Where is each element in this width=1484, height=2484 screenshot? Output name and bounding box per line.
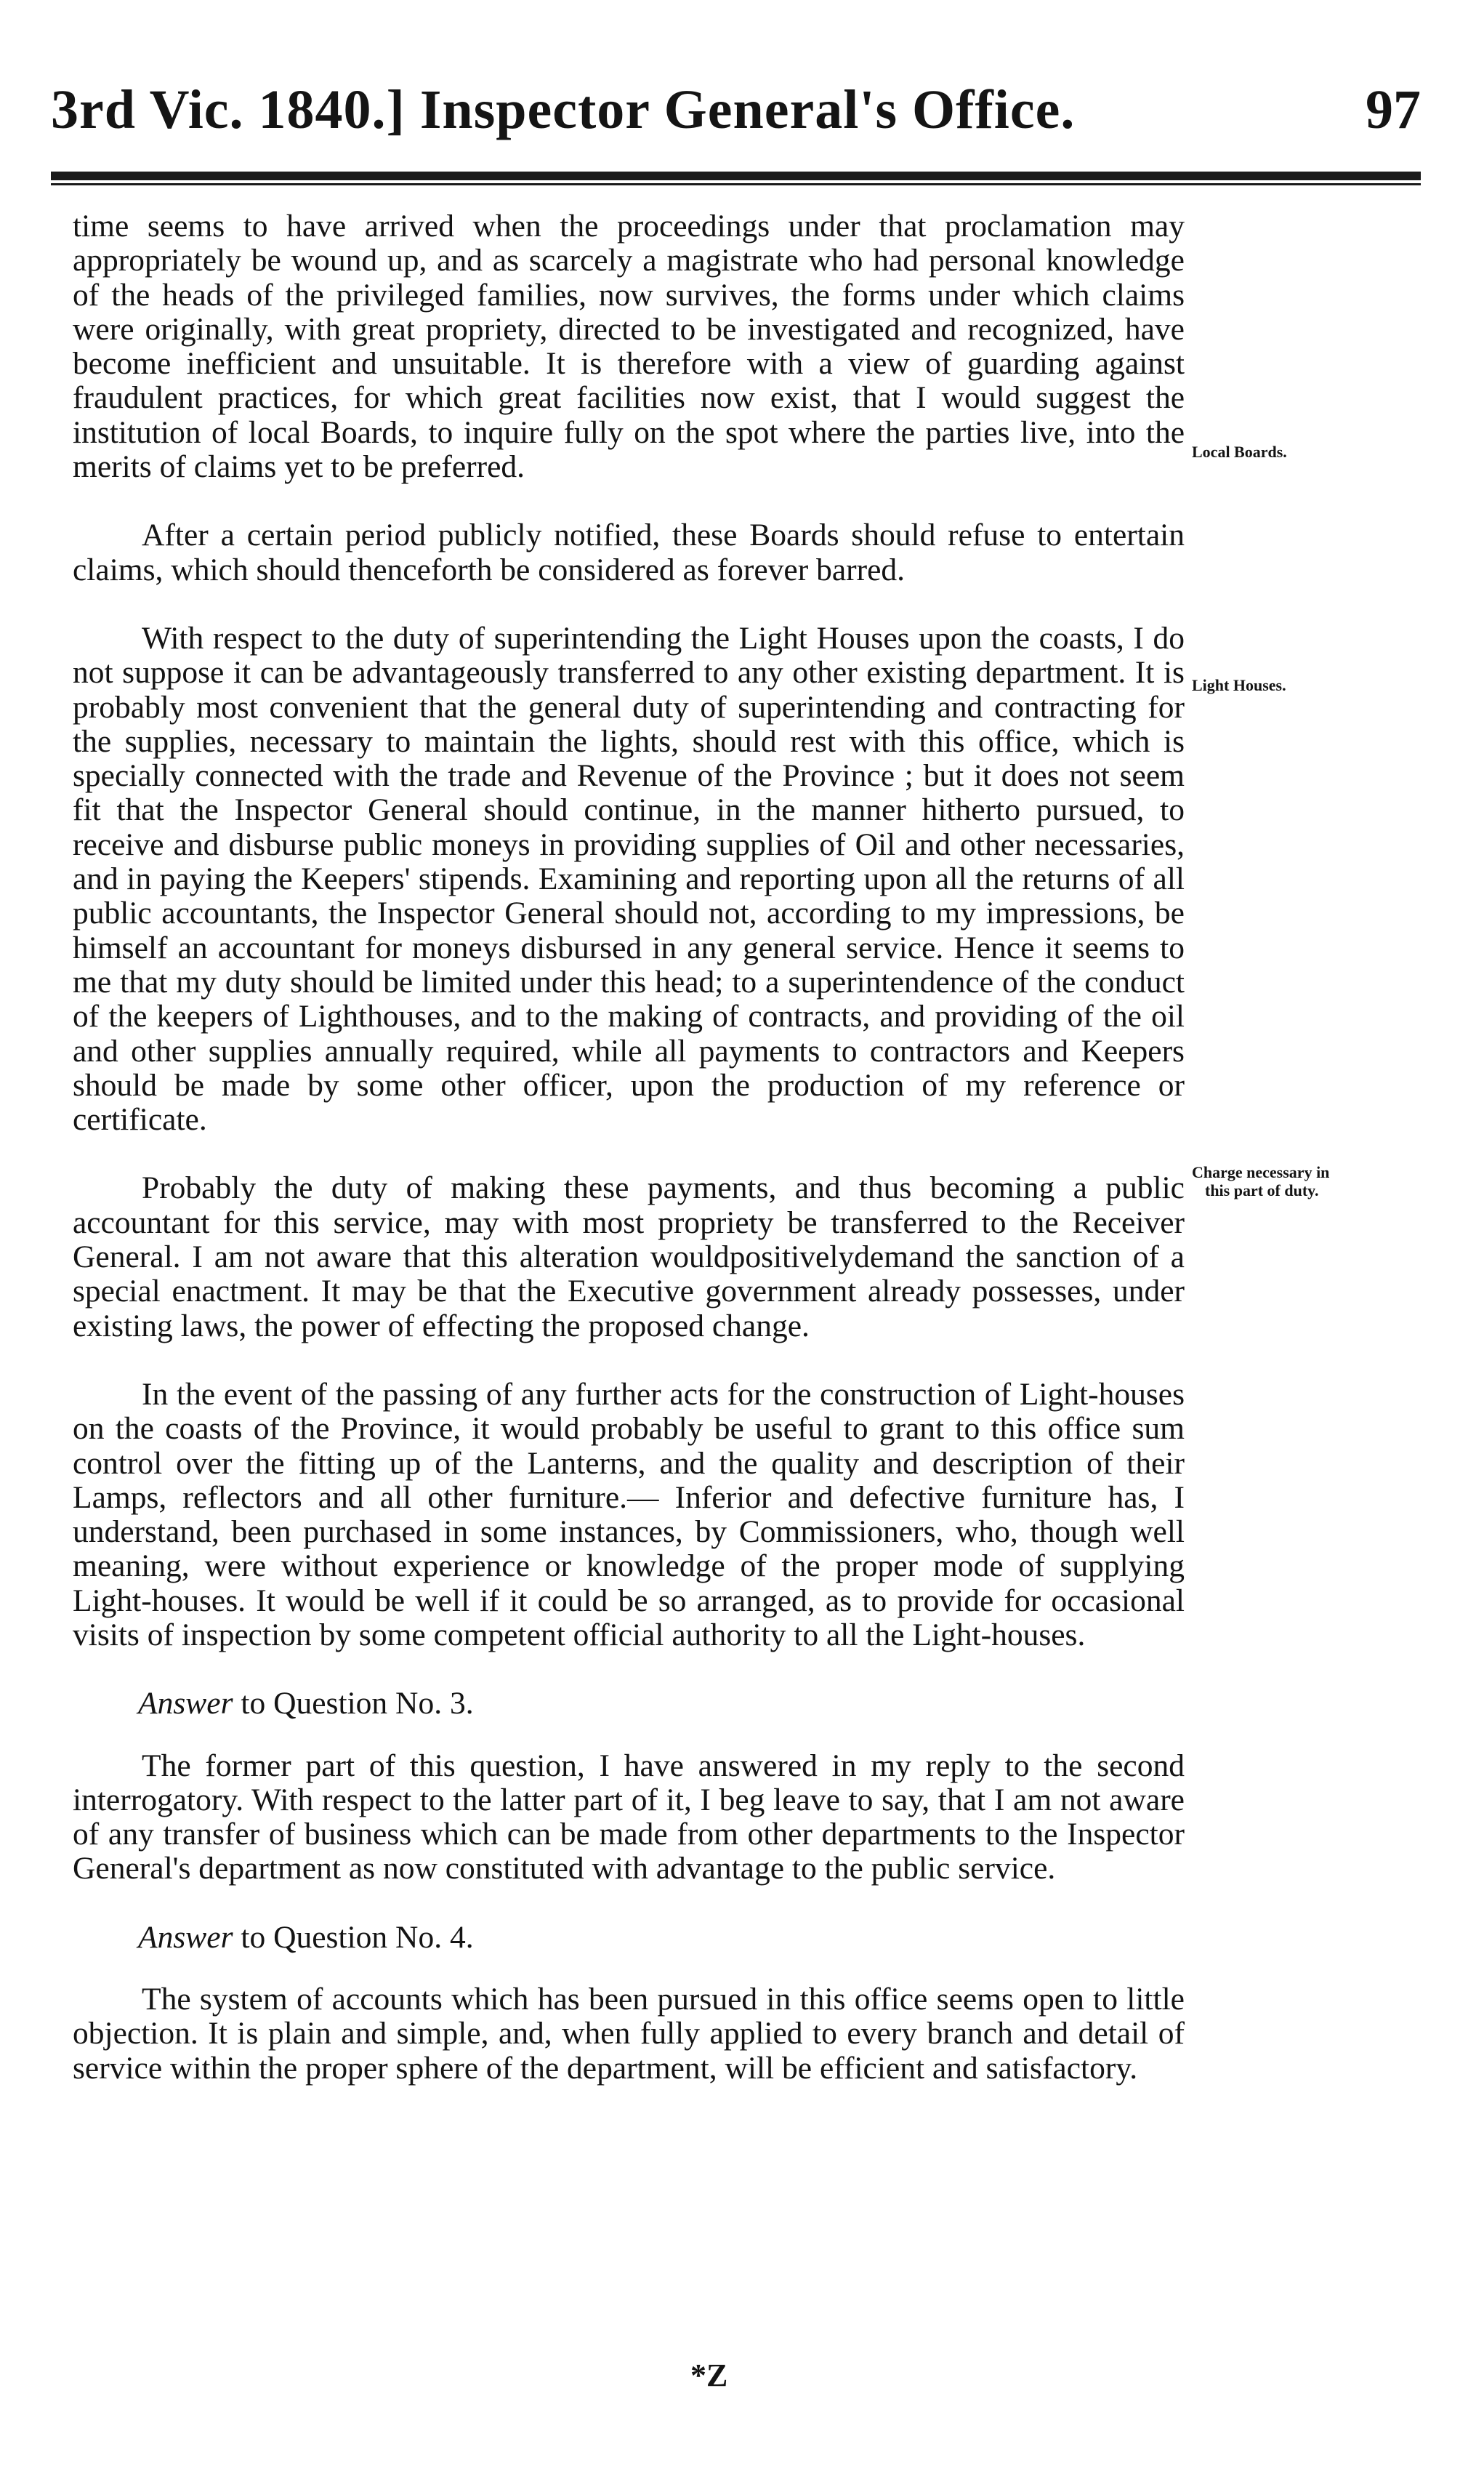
paragraph-lanterns: In the event of the passing of any further acts for the construction of Light-houses on the coasts of the Province, it would probably be useful to grant to this office sum control over the fitting up of the Lanterns, and the quality and description of their Lamps, reflectors and all other furniture.— Inferior and defective furniture has, I understand, been purchased in some instances, by Commissioners, who, though well meaning, were without experience or knowledge of the proper mode of supplying Light-houses. It would be well if it could be so arranged, as to provide for occasional visits of inspection by some competent official authority to all the Light-houses. [73,1376,1185,1652]
margin-note-light-houses: Light Houses. [1192,676,1286,694]
signature-mark: *Z [690,2358,728,2393]
margin-note-charge [1192,1163,1424,1199]
answer-4-label: Answer [138,1919,233,1955]
margin-note-charge-line1: Charge necessary in [1192,1163,1330,1181]
answer-3-label: Answer [138,1686,233,1721]
answer-3-text: The former part of this question, I have answered in my reply to the second interrogatory. With respect to the latter part of it, I beg leave to say, that I am not aware of any transfer of business which can be made from other departments to the Inspector General's department as now constituted with advantage to the public service. [73,1748,1185,1886]
paragraph-boards-refuse: After a certain period publicly notified, these Boards should refuse to entertain claims, which should thenceforth be considered as forever barred. [73,518,1185,587]
answer-3-heading [73,1687,1185,1721]
paragraph-receiver-general: Probably the duty of making these payments, and thus becoming a public accountant for this service, may with most propriety be transferred to the Receiver General. I am not aware that this alteration wouldpositivelydemand the sanction of a special enactment. It may be that the Executive government already possesses, under existing laws, the power of effecting the proposed change. [73,1170,1185,1343]
header-rule-thin [51,183,1421,185]
paragraph-local-boards: time seems to have arrived when the proceedings under that proclamation may appropriately be wound up, and as scarcely a magistrate who had personal knowledge of the heads of the privileged families, now survives, the forms under which claims were originally, with great propriety, directed to be investigated and recognized, have become inefficient and unsuitable. It is therefore with a view of guarding against fraudulent practices, for which great facilities now exist, that I would suggest the institution of local Boards, to inquire fully on the spot where the parties live, into the merits of claims yet to be preferred. [73,209,1185,485]
answer-4-heading-text: to Question No. 4. [233,1919,474,1955]
running-head: 3rd Vic. 1840.] Inspector General's Office. [51,79,1076,140]
page-header [51,79,1421,148]
page-number: 97 [1366,79,1421,140]
answer-4-heading [73,1921,1185,1955]
header-rule-thick [51,172,1421,180]
body-text [73,209,1185,2086]
margin-note-local-boards: Local Boards. [1192,443,1287,461]
paragraph-light-houses: With respect to the duty of superintending the Light Houses upon the coasts, I do not suppose it can be advantageously transferred to any other existing department. It is probably most convenient that the general duty of superintending and contracting for the supplies, necessary to maintain the lights, should rest with this office, which is specially connected with the trade and Revenue of the Province ; but it does not seem fit that the Inspector General should continue, in the manner hitherto pursued, to receive and disburse public moneys in providing supplies of Oil and other necessaries, and in paying the Keepers' stipends. Examining and reporting upon all the returns of all public accountants, the Inspector General should not, according to my impressions, be himself an accountant for moneys disbursed in any general service. Hence it seems to me that my duty should be limited under this head; to a superintendence of the conduct of the keepers of Lighthouses, and to the making of contracts, and providing of the oil and other supplies annually required, while all payments to contractors and Keepers should be made by some other officer, upon the production of my reference or certificate. [73,620,1185,1138]
margin-note-charge-line2: this part of duty. [1205,1181,1319,1199]
answer-4-text: The system of accounts which has been pursued in this office seems open to little objection. It is plain and simple, and, when fully applied to every branch and detail of service within the proper sphere of the department, will be efficient and satisfactory. [73,1982,1185,2086]
answer-3-heading-text: to Question No. 3. [233,1686,474,1721]
